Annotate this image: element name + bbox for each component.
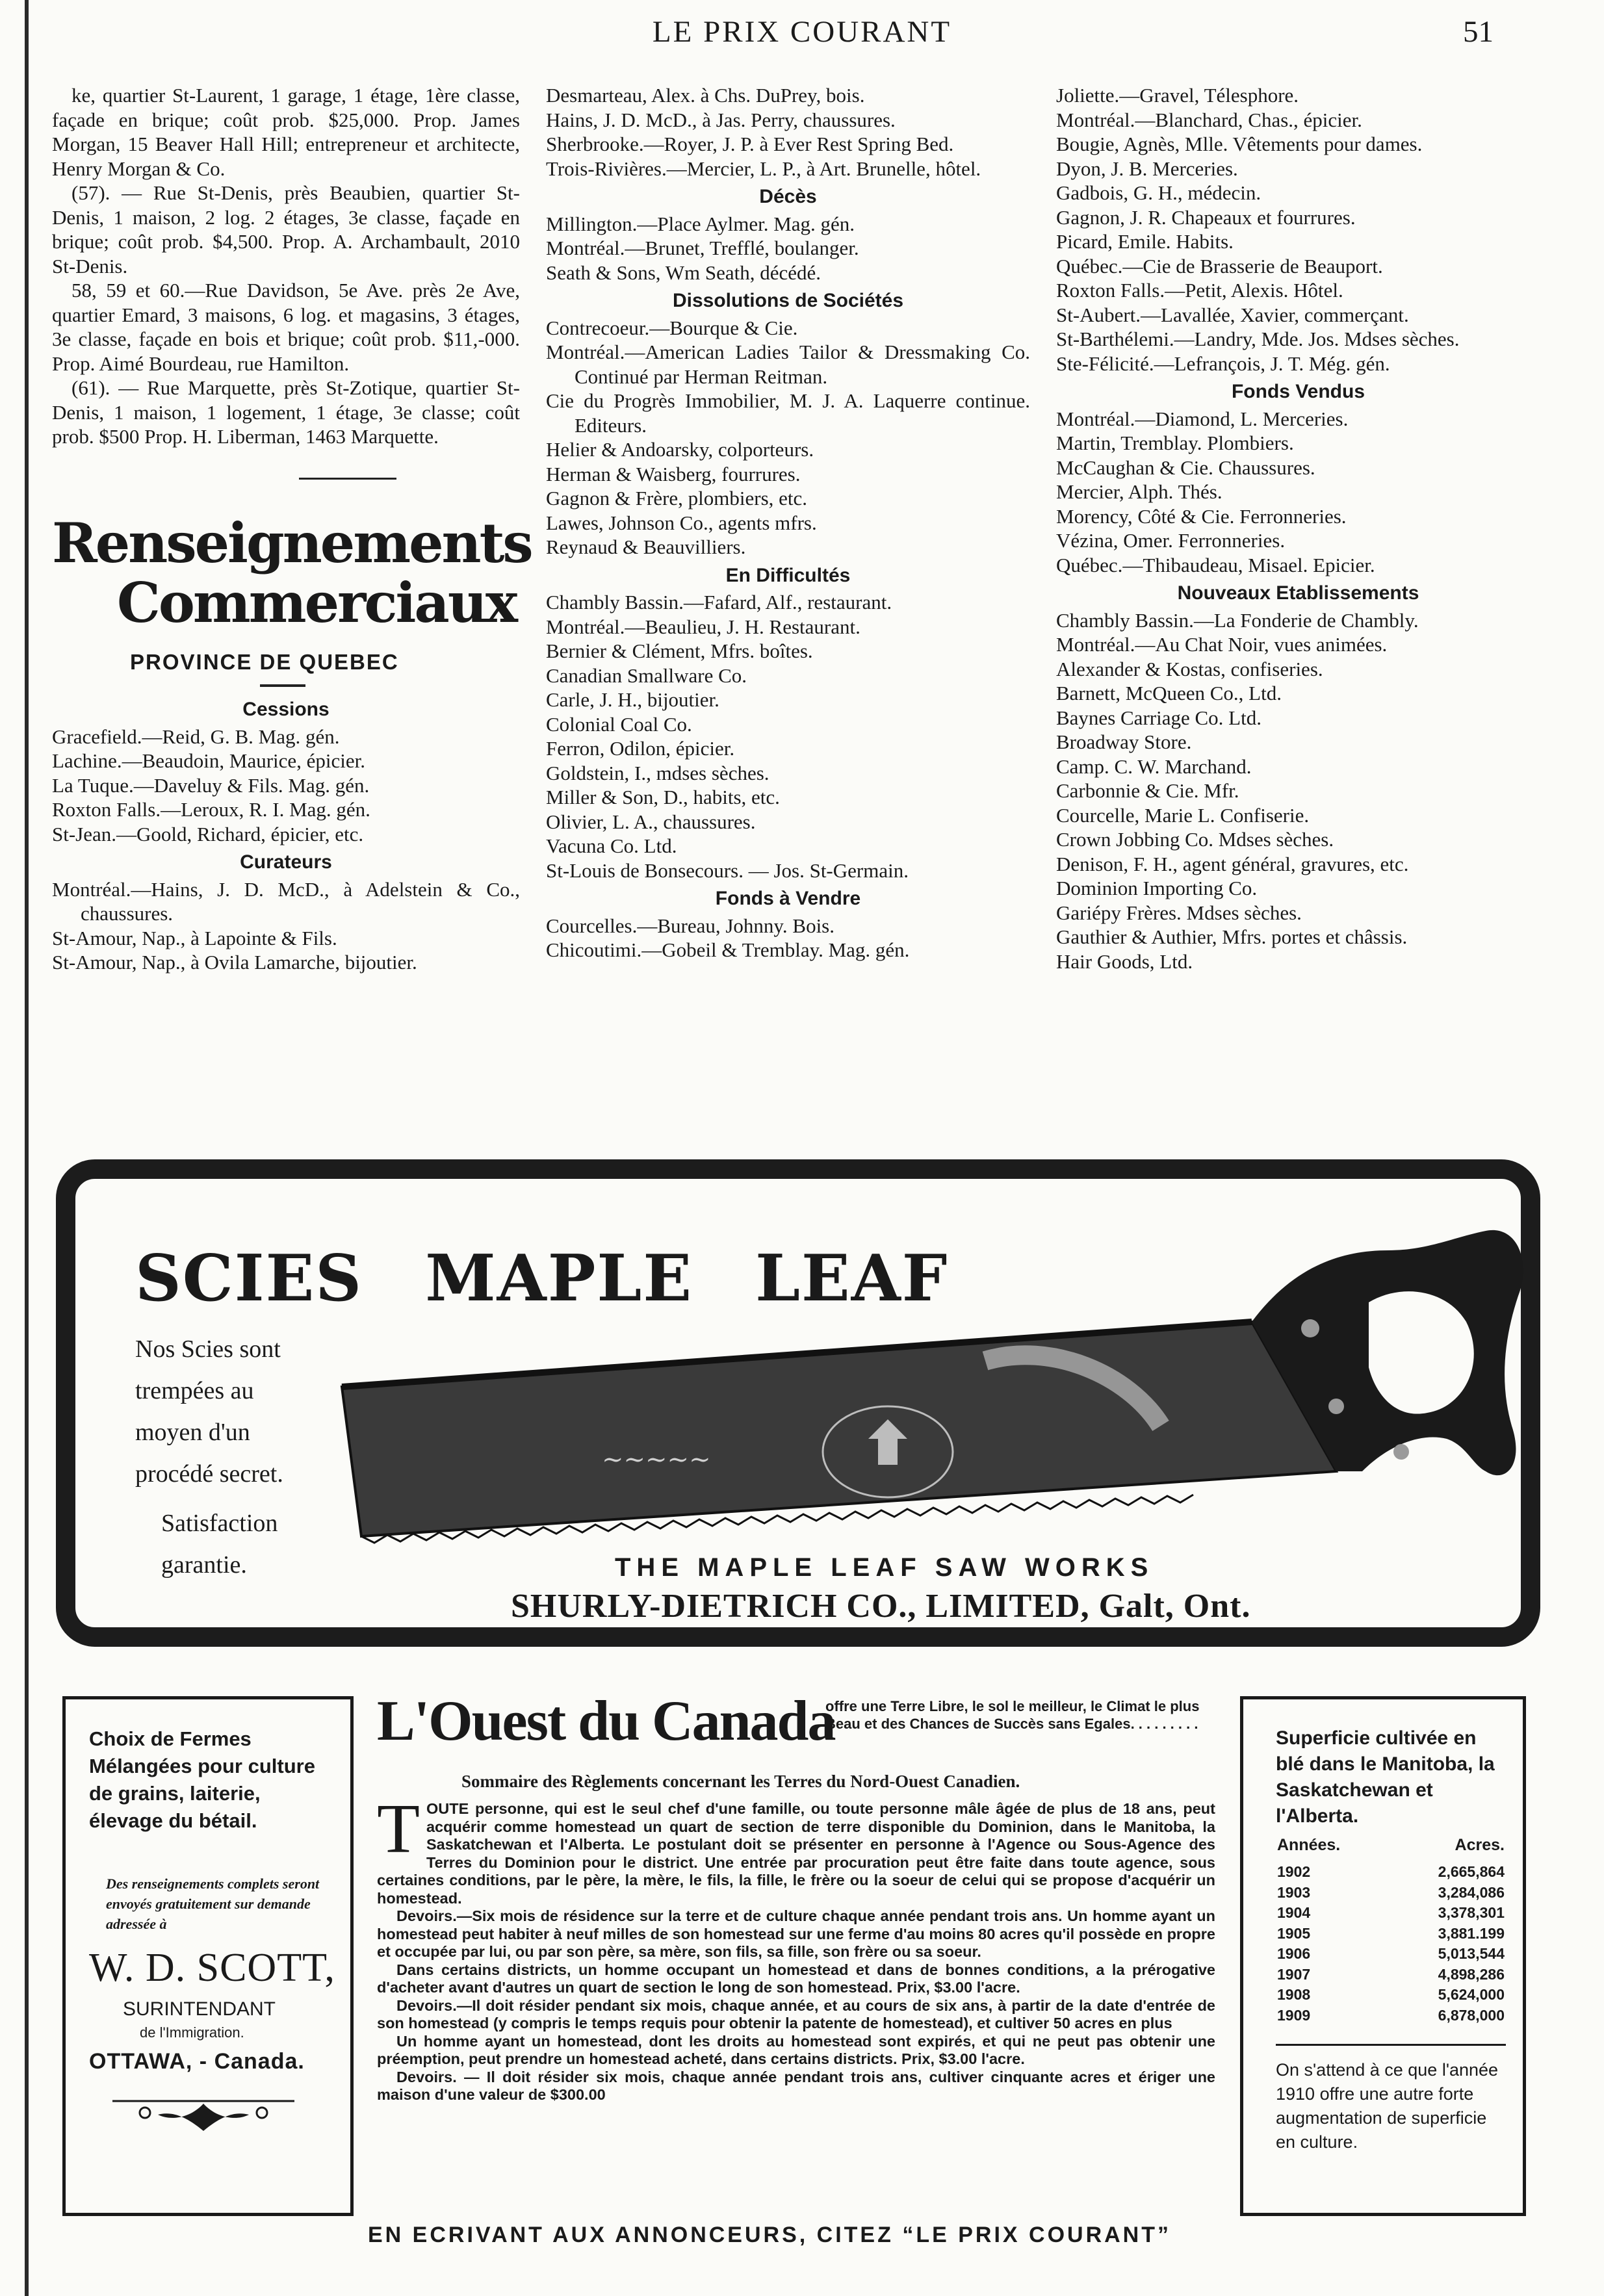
year-cell: 1905 bbox=[1277, 1924, 1311, 1942]
curateur-entry: St-Amour, Nap., à Ovila Lamarche, bijoutier. bbox=[52, 951, 417, 974]
curateur-entry: Sherbrooke.—Royer, J. P. à Ever Rest Spring Bed. bbox=[546, 133, 954, 155]
year-cell: 1902 bbox=[1277, 1863, 1311, 1880]
ouest-paragraph-4: Devoirs.—Il doit résider pendant six mois, chaque année, et au cours de six ans, à partir de la date d'entrée de son homestead (y compris le temps requis pour obtenir la patente de homestead), et cultiver 50 acres en plus bbox=[377, 1996, 1215, 2032]
cession-entry: Lachine.—Beaudoin, Maurice, épicier. bbox=[52, 749, 366, 772]
dissolution-entry: Contrecoeur.—Bourque & Cie. bbox=[546, 316, 798, 339]
nouvel-etablissement-entry: Gariépy Frères. Mdses sèches. bbox=[1056, 901, 1302, 924]
dissolution-entry: Helier & Andoarsky, colporteurs. bbox=[546, 438, 814, 461]
deces-heading: Décès bbox=[759, 186, 817, 207]
table-row bbox=[1277, 1924, 1505, 1944]
fonds-vendu-entry: Martin, Tremblay. Plombiers. bbox=[1056, 432, 1294, 454]
acres-cell: 5,624,000 bbox=[1438, 1986, 1505, 2003]
ornament-icon bbox=[106, 2092, 301, 2137]
dissolution-entry: Dyon, J. B. Merceries. bbox=[1056, 157, 1238, 180]
table-row bbox=[1277, 1883, 1505, 1903]
section-title-line-2: Commerciaux bbox=[117, 570, 516, 635]
official-name: W. D. SCOTT, bbox=[89, 1946, 335, 1990]
acres-cell: 3,881.199 bbox=[1438, 1924, 1505, 1942]
fonds-a-vendre-entry: Courcelles.—Bureau, Johnny. Bois. bbox=[546, 914, 834, 937]
curateur-entry: St-Amour, Nap., à Lapointe & Fils. bbox=[52, 926, 337, 949]
dissolution-entry: Montréal.—American Ladies Tailor & Dressmaking Co. Continué par Herman Reitman. bbox=[546, 341, 1030, 388]
year-column-header: Années. bbox=[1277, 1836, 1341, 1854]
ouest-paragraph-5: Un homme ayant un homestead, dont les droits au homestead sont expirés, et qui ne peut pas obtenir une préemption, peut prendre un homestead acheté, dans certains districts. Prix, $3.00 l'acre. bbox=[377, 2032, 1215, 2067]
page-number: 51 bbox=[1463, 15, 1494, 49]
dissolution-entry: Gadbois, G. H., médecin. bbox=[1056, 181, 1261, 204]
fonds-vendu-entry: Morency, Côté & Cie. Ferronneries. bbox=[1056, 504, 1347, 528]
curateur-entry: Montréal.—Hains, J. D. McD., à Adelstein & Co., chaussures. bbox=[52, 877, 520, 925]
acreage-heading: Superficie cultivée en blé dans le Manitoba, la Saskatchewan et l'Alberta. bbox=[1276, 1727, 1495, 1827]
saw-ad-works: THE MAPLE LEAF SAW WORKS bbox=[615, 1553, 1154, 1582]
ouest-tagline: offre une Terre Libre, le sol le meilleur, le Climat le plus Beau et des Chances de Succès sans Egales. . . . . . . . . bbox=[825, 1698, 1200, 1732]
column-1 bbox=[52, 83, 532, 975]
year-cell: 1906 bbox=[1277, 1945, 1311, 1962]
difficulte-entry: Olivier, L. A., chaussures. bbox=[546, 810, 756, 833]
dissolution-entry: Lawes, Johnson Co., agents mfrs. bbox=[546, 511, 817, 534]
ouest-paragraph-6: Devoirs. — Il doit résider six mois, chaque année pendant trois ans, cultiver cinquante acres et ériger une maison d'une valeur de $300.00 bbox=[377, 2068, 1215, 2103]
saw-ad-company: SHURLY-DIETRICH CO., LIMITED, Galt, Ont. bbox=[511, 1588, 1251, 1625]
column-2 bbox=[546, 83, 1030, 962]
immigration-box bbox=[62, 1696, 354, 2216]
official-city: OTTAWA, - Canada. bbox=[89, 2049, 305, 2074]
deces-entry: Seath & Sons, Wm Seath, décédé. bbox=[546, 261, 821, 284]
dissolution-entry: St-Barthélemi.—Landry, Mde. Jos. Mdses sèches. bbox=[1056, 328, 1460, 350]
province-rule bbox=[260, 684, 305, 687]
acreage-table bbox=[1277, 1862, 1505, 2026]
ouest-subtitle: Sommaire des Règlements concernant les Terres du Nord-Ouest Canadien. bbox=[461, 1772, 1020, 1791]
acres-cell: 6,878,000 bbox=[1438, 2006, 1505, 2024]
year-cell: 1903 bbox=[1277, 1883, 1311, 1901]
table-row bbox=[1277, 1965, 1505, 1985]
ouest-paragraph-1-text: OUTE personne, qui est le seul chef d'une famille, ou toute personne mâle âgée de plus de 18 ans, peut acquérir comme homestead un quart de section de terre disponible du Dominion, dans le Manitoba, la Saskatchewan et l'Alberta. Le postulant doit se présenter en personne à l'Agence ou Sous-Agence des Terres du Dominion pour le district. Une entrée par procuration peut être faite dans toute agence, sous certaines conditions, par le père, la mère, le fils, la fille, le frère ou la soeur de celui qui se propose d'acquérir un homestead. bbox=[377, 1800, 1215, 1907]
column-3 bbox=[1056, 83, 1540, 974]
nouvel-etablissement-entry: Hair Goods, Ltd. bbox=[1056, 949, 1193, 973]
building-permit-entry: 58, 59 et 60.—Rue Davidson, 5e Ave. près 2e Ave, quartier Emard, 3 maisons, 6 log. et magasins, 3 étages, 3e classe, façade en bois et brique; coût prob. $11,-000. Prop. Aimé Bourdeau, rue Hamilton. bbox=[52, 279, 520, 375]
dissolution-entry: Roxton Falls.—Petit, Alexis. Hôtel. bbox=[1056, 279, 1343, 302]
difficulte-entry: Miller & Son, D., habits, etc. bbox=[546, 786, 780, 808]
acreage-table-header bbox=[1277, 1836, 1505, 1855]
cession-entry: Gracefield.—Reid, G. B. Mag. gén. bbox=[52, 725, 340, 748]
footer-notice: EN ECRIVANT AUX ANNONCEURS, CITEZ “LE PRIX COURANT” bbox=[368, 2223, 1172, 2247]
cession-entry: La Tuque.—Daveluy & Fils. Mag. gén. bbox=[52, 773, 370, 797]
acres-cell: 3,284,086 bbox=[1438, 1883, 1505, 1901]
left-page-rule bbox=[25, 0, 29, 2296]
cessions-heading: Cessions bbox=[242, 699, 330, 720]
dissolution-entry: Québec.—Cie de Brasserie de Beauport. bbox=[1056, 254, 1383, 277]
nouvel-etablissement-entry: Courcelle, Marie L. Confiserie. bbox=[1056, 803, 1310, 827]
nouvel-etablissement-entry: Camp. C. W. Marchand. bbox=[1056, 755, 1252, 778]
dissolution-entry: Gagnon, J. R. Chapeaux et fourrures. bbox=[1056, 205, 1356, 229]
ouest-paragraph-2: Devoirs.—Six mois de résidence sur la terre et de culture chaque année pendant trois ans. Un homme ayant un homestead peut habiter à neuf milles de son homestead sur une ferme d'au moins 80 acres qu'il possède en propre et occupée par lui, ou par son père, sa mère, son fils, sa fille, son frère ou sa soeur. bbox=[377, 1907, 1215, 1960]
dissolution-entry: Picard, Emile. Habits. bbox=[1056, 230, 1234, 253]
immigration-heading: Choix de Fermes Mélangées pour culture de grains, laiterie, élevage du bétail. bbox=[89, 1727, 315, 1832]
acres-cell: 2,665,864 bbox=[1438, 1863, 1505, 1880]
nouvel-etablissement-entry: Denison, F. H., agent général, gravures, etc. bbox=[1056, 852, 1409, 875]
dissolution-entry: Joliette.—Gravel, Télesphore. bbox=[1056, 84, 1299, 107]
official-department: de l'Immigration. bbox=[140, 2024, 244, 2041]
nouvel-etablissement-entry: Gauthier & Authier, Mfrs. portes et châssis. bbox=[1056, 925, 1408, 948]
difficultes-heading: En Difficultés bbox=[725, 564, 851, 586]
table-row bbox=[1277, 1944, 1505, 1965]
fonds-a-vendre-entry: Chicoutimi.—Gobeil & Tremblay. Mag. gén. bbox=[546, 938, 910, 961]
province-heading: PROVINCE DE QUEBEC bbox=[130, 649, 399, 674]
difficulte-entry: Goldstein, I., mdses sèches. bbox=[546, 761, 770, 784]
fonds-a-vendre-heading: Fonds à Vendre bbox=[715, 888, 861, 909]
ouest-body bbox=[377, 1790, 1215, 2104]
difficulte-entry: Bernier & Clément, Mfrs. boîtes. bbox=[546, 639, 813, 662]
table-row bbox=[1277, 1985, 1505, 2006]
acreage-divider bbox=[1276, 2044, 1506, 2046]
acres-column-header: Acres. bbox=[1455, 1836, 1505, 1854]
cession-entry: St-Jean.—Goold, Richard, épicier, etc. bbox=[52, 822, 364, 845]
table-row bbox=[1277, 2006, 1505, 2026]
year-cell: 1904 bbox=[1277, 1904, 1311, 1921]
nouvel-etablissement-entry: Baynes Carriage Co. Ltd. bbox=[1056, 706, 1261, 729]
saw-ad-title: SCIES MAPLE LEAF bbox=[135, 1241, 949, 1316]
section-title-line-1: Renseignements bbox=[52, 510, 532, 575]
dropcap: T bbox=[377, 1790, 420, 1868]
fonds-vendu-entry: Québec.—Thibaudeau, Misael. Epicier. bbox=[1056, 553, 1375, 576]
dissolution-entry: Ste-Félicité.—Lefrançois, J. T. Még. gén. bbox=[1056, 352, 1390, 375]
curateur-entry: Desmarteau, Alex. à Chs. DuPrey, bois. bbox=[546, 84, 865, 107]
nouvel-etablissement-entry: Alexander & Kostas, confiseries. bbox=[1056, 657, 1323, 680]
difficulte-entry: Vacuna Co. Ltd. bbox=[546, 834, 677, 857]
dissolution-entry: Gagnon & Frère, plombiers, etc. bbox=[546, 487, 808, 510]
ouest-title: L'Ouest du Canada bbox=[377, 1690, 835, 1753]
saw-ad-guarantee: Satisfaction garantie. bbox=[161, 1510, 278, 1579]
handsaw-icon bbox=[322, 1224, 1531, 1549]
dissolution-entry: Herman & Waisberg, fourrures. bbox=[546, 462, 801, 485]
dissolution-entry: Cie du Progrès Immobilier, M. J. A. Laquerre continue. Editeurs. bbox=[546, 389, 1030, 437]
dissolution-entry: Bougie, Agnès, Mlle. Vêtements pour dames. bbox=[1056, 133, 1423, 155]
fonds-vendu-entry: Montréal.—Diamond, L. Merceries. bbox=[1056, 407, 1349, 430]
fonds-vendu-entry: Mercier, Alph. Thés. bbox=[1056, 480, 1222, 503]
nouvel-etablissement-entry: Carbonnie & Cie. Mfr. bbox=[1056, 779, 1239, 802]
cession-entry: Roxton Falls.—Leroux, R. I. Mag. gén. bbox=[52, 798, 370, 821]
table-row bbox=[1277, 1862, 1505, 1883]
curateur-entry: Trois-Rivières.—Mercier, L. P., à Art. Brunelle, hôtel. bbox=[546, 157, 981, 180]
svg-text:~~~~~: ~~~~~ bbox=[602, 1445, 711, 1475]
nouvel-etablissement-entry: Broadway Store. bbox=[1056, 730, 1192, 753]
nouvel-etablissement-entry: Dominion Importing Co. bbox=[1056, 877, 1258, 899]
nouvel-etablissement-entry: Chambly Bassin.—La Fonderie de Chambly. bbox=[1056, 608, 1419, 632]
year-cell: 1907 bbox=[1277, 1965, 1311, 1983]
difficulte-entry: Montréal.—Beaulieu, J. H. Restaurant. bbox=[546, 615, 860, 638]
immigration-note: Des renseignements complets seront envoyés gratuitement sur demande adressée à bbox=[106, 1876, 320, 1932]
dissolution-entry: St-Aubert.—Lavallée, Xavier, commerçant. bbox=[1056, 303, 1409, 326]
dissolutions-heading: Dissolutions de Sociétés bbox=[672, 290, 904, 311]
fonds-vendu-entry: McCaughan & Cie. Chaussures. bbox=[1056, 456, 1315, 479]
official-title: SURINTENDANT bbox=[123, 1998, 276, 2020]
year-cell: 1909 bbox=[1277, 2006, 1311, 2024]
acres-cell: 5,013,544 bbox=[1438, 1945, 1505, 1962]
fonds-vendus-heading: Fonds Vendus bbox=[1231, 381, 1365, 402]
difficulte-entry: Colonial Coal Co. bbox=[546, 712, 692, 736]
building-permit-entry: (57). — Rue St-Denis, près Beaubien, quartier St-Denis, 1 maison, 2 log. 2 étages, 3e classe, façade en brique; coût prob. $4,500. Prop. A. Archambault, 2010 St-Denis. bbox=[52, 181, 520, 277]
difficulte-entry: St-Louis de Bonsecours. — Jos. St-Germain. bbox=[546, 858, 909, 882]
wheat-acreage-box bbox=[1240, 1696, 1526, 2216]
section-divider bbox=[299, 478, 396, 480]
year-cell: 1908 bbox=[1277, 1986, 1311, 2003]
nouvel-etablissement-entry: Crown Jobbing Co. Mdses sèches. bbox=[1056, 828, 1334, 851]
table-row bbox=[1277, 1903, 1505, 1924]
nouvel-etablissement-entry: Barnett, McQueen Co., Ltd. bbox=[1056, 682, 1282, 704]
nouveaux-heading: Nouveaux Etablissements bbox=[1177, 582, 1419, 604]
running-title: LE PRIX COURANT bbox=[652, 15, 952, 49]
deces-entry: Montréal.—Brunet, Trefflé, boulanger. bbox=[546, 237, 859, 259]
deces-entry: Millington.—Place Aylmer. Mag. gén. bbox=[546, 212, 855, 235]
dissolution-entry: Reynaud & Beauvilliers. bbox=[546, 535, 746, 558]
dissolution-entry: Montréal.—Blanchard, Chas., épicier. bbox=[1056, 108, 1362, 131]
difficulte-entry: Canadian Smallware Co. bbox=[546, 664, 747, 687]
saw-ad-claim: Nos Scies sont trempées au moyen d'un procédé secret. bbox=[135, 1335, 283, 1488]
curateur-entry: Hains, J. D. McD., à Jas. Perry, chaussures. bbox=[546, 108, 896, 131]
building-permit-entry: ke, quartier St-Laurent, 1 garage, 1 étage, 1ère classe, façade en brique; coût prob. $25,000. Prop. James Morgan, 15 Beaver Hall Hill; entrepreneur et architecte, Henry Morgan & Co. bbox=[52, 84, 520, 180]
acreage-note: On s'attend à ce que l'année 1910 offre une autre forte augmentation de superficie en culture. bbox=[1276, 2060, 1499, 2152]
building-permit-entry: (61). — Rue Marquette, près St-Zotique, quartier St-Denis, 1 maison, 1 logement, 1 étage, 3e classe; coût prob. $500 Prop. H. Liberman, 1463 Marquette. bbox=[52, 376, 520, 448]
fonds-vendu-entry: Vézina, Omer. Ferronneries. bbox=[1056, 529, 1286, 552]
curateurs-heading: Curateurs bbox=[240, 851, 332, 873]
difficulte-entry: Chambly Bassin.—Fafard, Alf., restaurant. bbox=[546, 591, 892, 613]
saw-advertisement bbox=[56, 1159, 1540, 1647]
difficulte-entry: Carle, J. H., bijoutier. bbox=[546, 688, 719, 711]
difficulte-entry: Ferron, Odilon, épicier. bbox=[546, 737, 735, 760]
acres-cell: 4,898,286 bbox=[1438, 1965, 1505, 1983]
acres-cell: 3,378,301 bbox=[1438, 1904, 1505, 1921]
ouest-paragraph-3: Dans certains districts, un homme occupant un homestead et dans de bonnes conditions, a la prérogative d'acheter avant d'autres un quart de section le long de son homestead. Prix, $3.00 l'acre. bbox=[377, 1961, 1215, 1996]
saw-ad-side-text bbox=[135, 1328, 304, 1586]
ouest-paragraph-1 bbox=[377, 1790, 1215, 1907]
nouvel-etablissement-entry: Montréal.—Au Chat Noir, vues animées. bbox=[1056, 633, 1388, 656]
